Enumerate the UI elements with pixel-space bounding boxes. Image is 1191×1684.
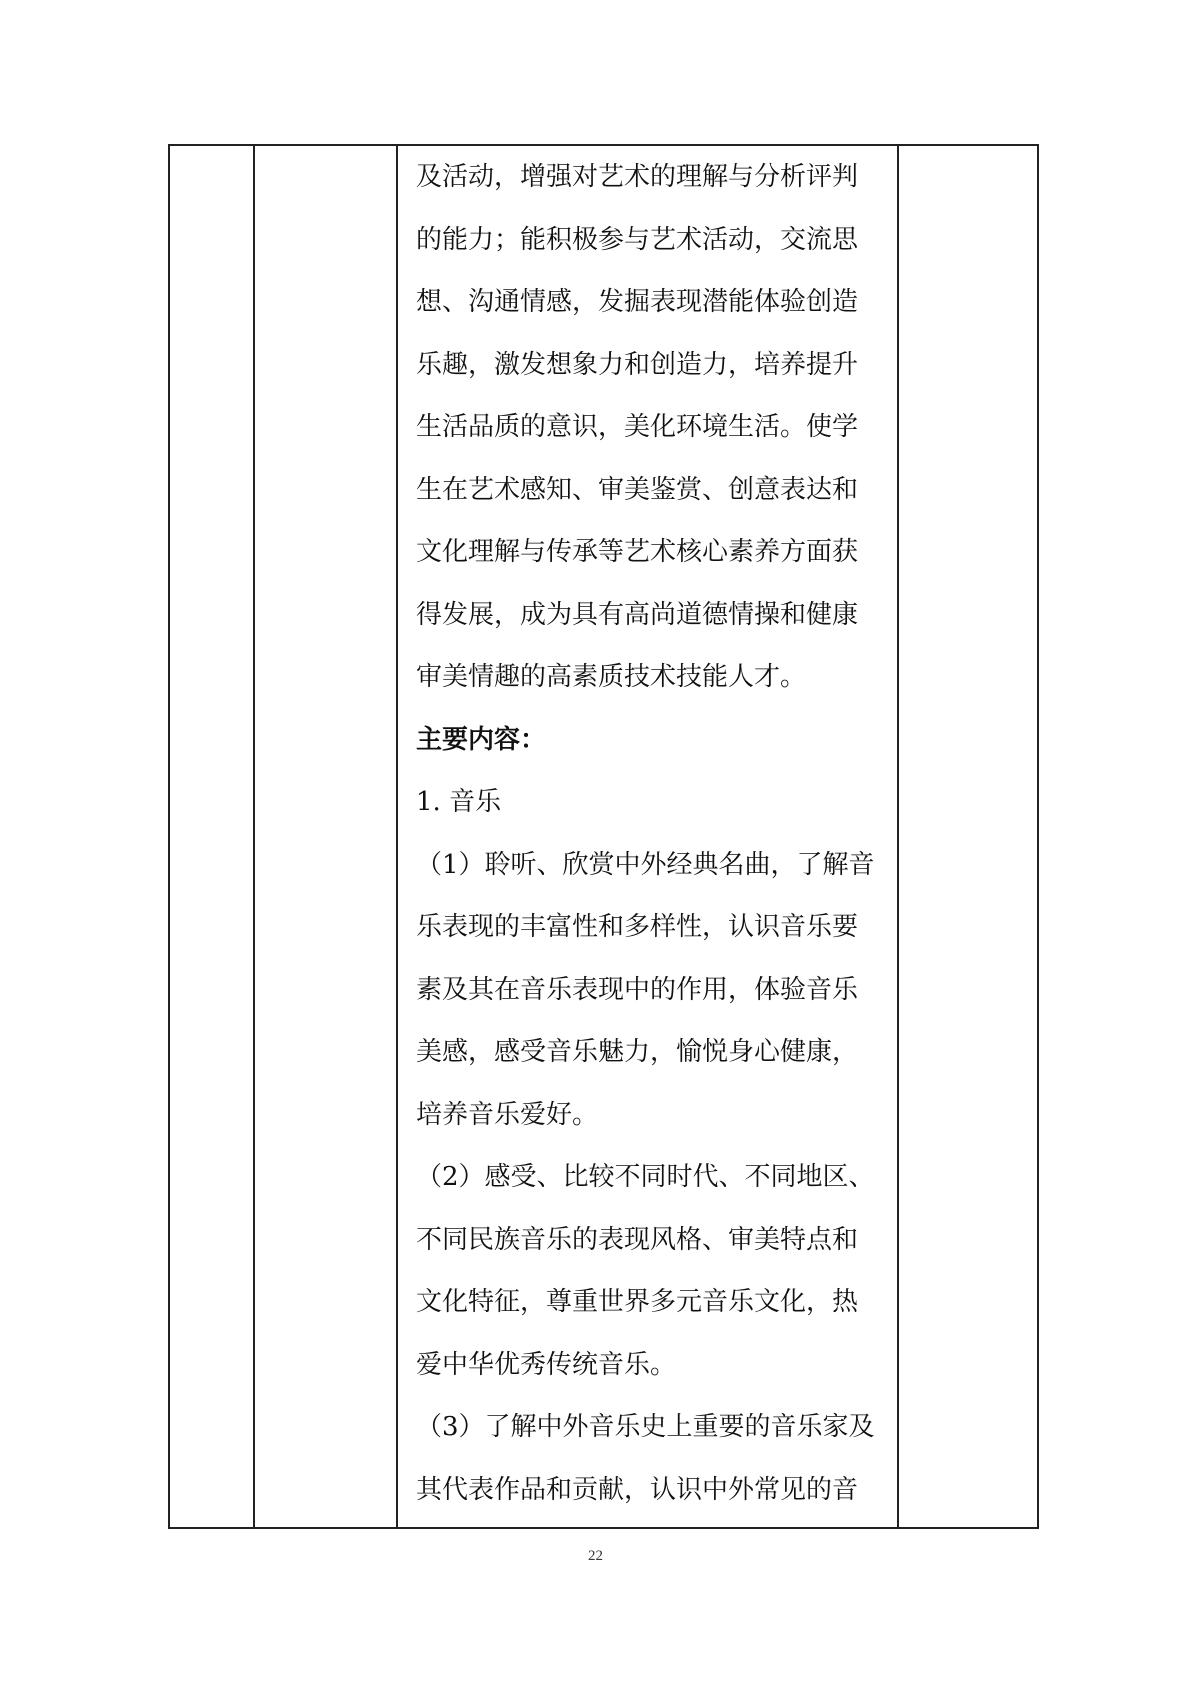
text-line: 美感，感受音乐魅力，愉悦身心健康， <box>416 1037 859 1067</box>
text-line: 培养音乐爱好。 <box>416 1099 599 1130</box>
text-line: 得发展，成为具有高尚道德情操和健康 <box>416 599 859 630</box>
text-line: 及活动，增强对艺术的理解与分析评判 <box>416 162 859 192</box>
text-line: 乐表现的丰富性和多样性，认识音乐要 <box>416 912 859 942</box>
text-line: 生活品质的意识，美化环境生活。使学 <box>416 412 859 442</box>
content-cell <box>406 146 896 1521</box>
page-number: 22 <box>588 1548 603 1564</box>
subsection-heading: 1. 音乐 <box>416 787 502 817</box>
text-line: （3）了解中外音乐史上重要的音乐家及 <box>416 1412 875 1442</box>
text-line: 乐趣，激发想象力和创造力，培养提升 <box>416 349 859 380</box>
section-heading: 主要内容： <box>416 724 547 755</box>
content-table <box>168 144 1039 1529</box>
text-line: 想、沟通情感，发掘表现潜能体验创造 <box>416 287 859 317</box>
text-line: 文化理解与传承等艺术核心素养方面获 <box>416 537 859 567</box>
column-divider-1 <box>253 146 255 1527</box>
column-divider-3 <box>897 146 899 1527</box>
column-divider-2 <box>396 146 398 1527</box>
text-line: 爱中华优秀传统音乐。 <box>416 1349 677 1380</box>
text-line: 生在艺术感知、审美鉴赏、创意表达和 <box>416 474 859 505</box>
text-line: 审美情趣的高素质技术技能人才。 <box>416 662 807 692</box>
text-line: 其代表作品和贡献，认识中外常见的音 <box>416 1474 859 1505</box>
text-line: 的能力；能积极参与艺术活动，交流思 <box>416 224 859 255</box>
text-line: 文化特征，尊重世界多元音乐文化，热 <box>416 1287 859 1317</box>
text-line: 素及其在音乐表现中的作用，体验音乐 <box>416 974 859 1005</box>
text-line: （2）感受、比较不同时代、不同地区、 <box>416 1162 875 1192</box>
text-line: （1）聆听、欣赏中外经典名曲，了解音 <box>416 849 875 880</box>
text-line: 不同民族音乐的表现风格、审美特点和 <box>416 1224 859 1255</box>
